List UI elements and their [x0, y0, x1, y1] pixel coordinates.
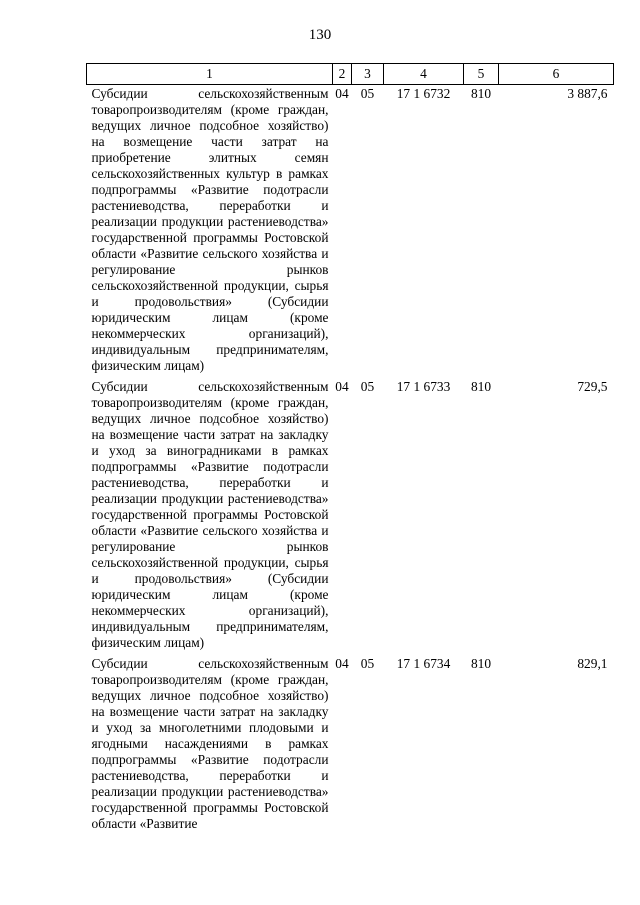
- header-col-5: 5: [464, 64, 499, 85]
- row-subsection: 05: [360, 379, 375, 394]
- row-target-article: 17 1 6734: [396, 656, 451, 671]
- row-description: Субсидии сельскохозяйственным товаропроизводителям (кроме граждан, ведущих личное подсобное хозяйство) на возмещение части затрат на приобретение элитных семян сельскохозяйственных культур в рамках подпрограммы «Развитие подотрасли растениеводства, переработки и реализации продукции растениеводства» государственной программы Ростовской области «Развитие сельского хозяйства и регулирование рынков сельскохозяйственной продукции, сырья и продовольствия» (Субсидии юридическим лицам (кроме некоммерческих организаций), индивидуальным предпринимателям, физическим лицам): [91, 86, 329, 373]
- header-col-2: 2: [333, 64, 352, 85]
- row-target-article: 17 1 6732: [396, 86, 451, 101]
- row-subsection: 05: [360, 656, 375, 671]
- row-amount: 729,5: [577, 379, 608, 394]
- row-description: Субсидии сельскохозяйственным товаропроизводителям (кроме граждан, ведущих личное подсобное хозяйство) на возмещение части затрат на закладку и уход за многолетними плодовыми и ягодными насаждениями в рамках подпрограммы «Развитие подотрасли растениеводства, переработки и реализации продукции растениеводства» государственной программы Ростовской области «Развитие: [91, 656, 329, 831]
- page-number: 130: [308, 27, 332, 43]
- row-expense-type: 810: [470, 656, 492, 671]
- row-expense-type: 810: [470, 86, 492, 101]
- row-target-article: 17 1 6733: [396, 379, 451, 394]
- header-col-6: 6: [499, 64, 614, 85]
- row-amount: 829,1: [577, 656, 608, 671]
- table-header-row: [87, 64, 614, 85]
- row-subsection: 05: [360, 86, 375, 101]
- header-col-1: 1: [87, 64, 333, 85]
- header-col-4: 4: [384, 64, 464, 85]
- header-col-3: 3: [352, 64, 384, 85]
- row-expense-type: 810: [470, 379, 492, 394]
- row-section: 04: [335, 656, 349, 671]
- table-row: [87, 378, 614, 655]
- row-amount: 3 887,6: [567, 86, 608, 101]
- table-row: [87, 655, 614, 836]
- budget-table: [86, 63, 614, 836]
- table-row: [87, 85, 614, 379]
- row-description: Субсидии сельскохозяйственным товаропроизводителям (кроме граждан, ведущих личное подсобное хозяйство) на возмещение части затрат на закладку и уход за виноградниками в рамках подпрограммы «Развитие подотрасли растениеводства, переработки и реализации продукции растениеводства» государственной программы Ростовской области «Развитие сельского хозяйства и регулирование рынков сельскохозяйственной продукции, сырья и продовольствия» (Субсидии юридическим лицам (кроме некоммерческих организаций), индивидуальным предпринимателям, физическим лицам): [91, 379, 329, 650]
- row-section: 04: [335, 86, 349, 101]
- row-section: 04: [335, 379, 349, 394]
